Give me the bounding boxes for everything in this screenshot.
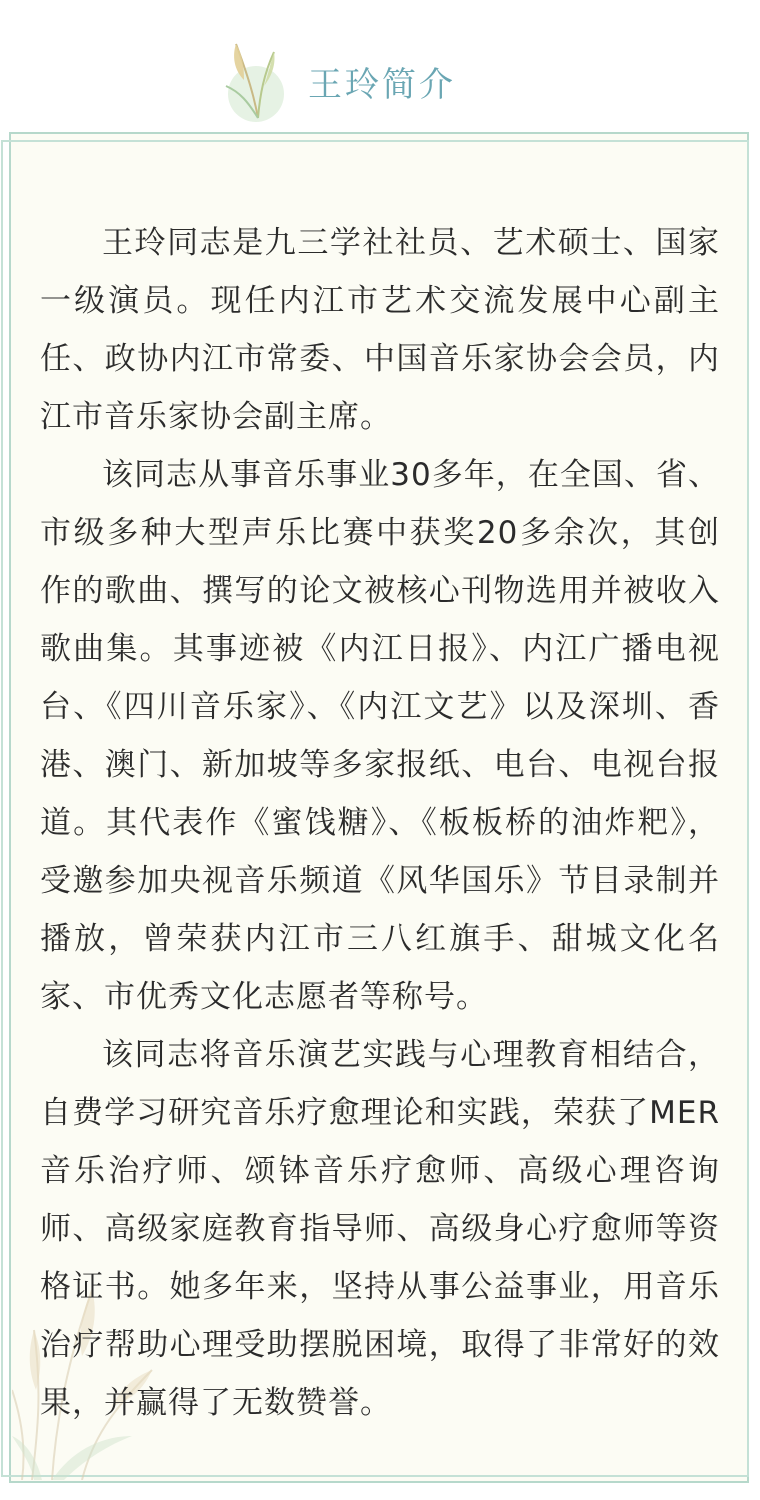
reed-leaf-icon bbox=[218, 36, 298, 122]
header bbox=[0, 0, 760, 130]
paragraph-music-therapy: 该同志将音乐演艺实践与心理教育相结合，自费学习研究音乐疗愈理论和实践，荣获了MER音乐治疗师、颂钵音乐疗愈师、高级心理咨询师、高级家庭教育指导师、高级身心疗愈师等资格证书。她多年来，坚持从事公益事业，用音乐治疗帮助心理受助摆脱困境，取得了非常好的效果，并赢得了无数赞誉。 bbox=[40, 1037, 720, 1421]
profile-text bbox=[40, 214, 720, 1432]
page-title: 王玲简介 bbox=[308, 65, 456, 105]
paragraph-career: 该同志从事音乐事业30多年，在全国、省、市级多种大型声乐比赛中获奖20多余次，其创作的歌曲、撰写的论文被核心刊物选用并被收入歌曲集。其事迹被《内江日报》、内江广播电视台、《四川音乐家》、《内江文艺》以及深圳、香港、澳门、新加坡等多家报纸、电台、电视台报道。其代表作《蜜饯糖》、《板板桥的油炸粑》，受邀参加央视音乐频道《风华国乐》节目录制并播放，曾荣获内江市三八红旗手、甜城文化名家、市优秀文化志愿者等称号。 bbox=[40, 457, 720, 1015]
paragraph-membership: 王玲同志是九三学社社员、艺术硕士、国家一级演员。现任内江市艺术交流发展中心副主任、政协内江市常委、中国音乐家协会会员，内江市音乐家协会副主席。 bbox=[40, 225, 720, 435]
